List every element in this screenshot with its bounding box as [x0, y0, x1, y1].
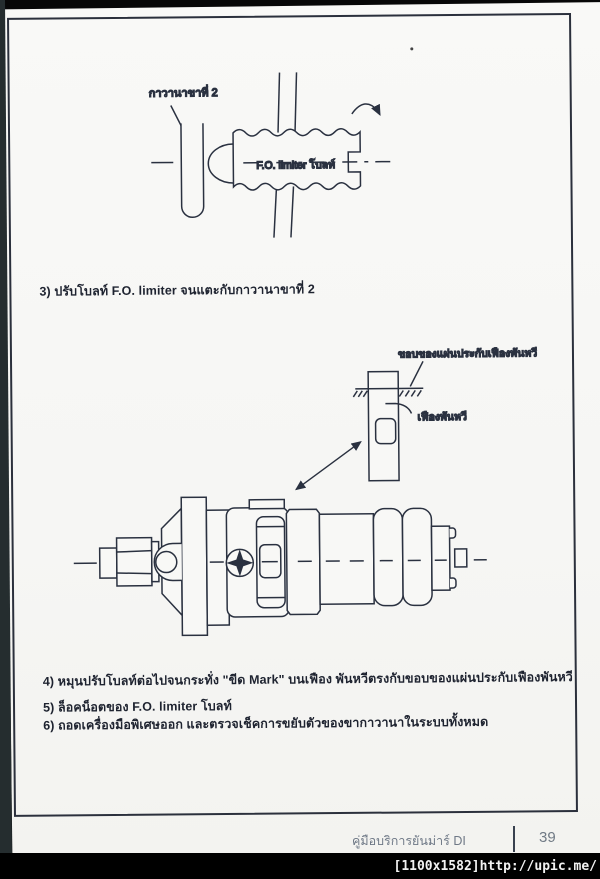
footer-book-title: คู่มือบริการยันม่าร์ DI	[352, 834, 466, 848]
step-5-text: 5) ล็อคน็อตของ F.O. limiter โบลท์	[42, 698, 232, 715]
lug-hole	[156, 551, 177, 572]
fo-limiter-bolt-diagram	[42, 63, 424, 246]
watermark-bar	[0, 853, 600, 879]
footer-divider	[513, 826, 515, 852]
cylinder-section	[319, 514, 374, 604]
step-3-text: 3) ปรับโบลท์ F.O. limiter จนแตะกับกาวานาขาที่ 2	[39, 282, 315, 299]
end-bump-top	[449, 528, 455, 538]
governor-leg	[181, 123, 204, 217]
top-cover-plate	[249, 500, 284, 509]
rack-gear-label: เฟืองพันหวี	[417, 410, 467, 424]
double-headed-arrow	[296, 442, 361, 490]
hex-nut	[117, 538, 152, 586]
plate-edge-label: ขอบของแผ่นประกับเฟืองพันหวี	[397, 347, 538, 361]
bolt-label: F.O. limiter โบลท์	[256, 159, 336, 172]
plate-edge-leader	[410, 361, 423, 386]
step-6-text: 6) ถอดเครื่องมือพิเศษออก และตรวจเช็คการขยับตัวของขากาวานาในระบบทั้งหมด	[43, 714, 489, 733]
rotation-arrow	[352, 104, 380, 115]
flange-plate	[181, 497, 207, 635]
end-cap	[100, 548, 117, 578]
rib-1	[373, 508, 403, 605]
phillips-screw	[226, 549, 253, 576]
end-block	[431, 526, 450, 590]
page-border-frame	[7, 13, 578, 817]
drive-shaft-end	[455, 549, 467, 567]
footer-page-number: 39	[539, 829, 556, 846]
rib-2	[402, 508, 432, 605]
rack-gear-diagram	[245, 342, 581, 505]
scan-speck	[410, 47, 413, 50]
injection-pump-diagram	[61, 483, 502, 657]
end-bump-bottom	[450, 578, 456, 588]
step-4-text: 4) หมุนปรับโบลท์ต่อไปจนกระทั่ง "ขีด Mark" บนเฟือง พันหวีตรงกับขอบของแผ่นประกับเฟืองพันหวี	[42, 670, 573, 689]
watermark-text: [1100x1582]http://upic.me/	[393, 858, 597, 874]
governor-leg-label: กาวานาขาที่ 2	[148, 87, 218, 100]
bolt-tip	[208, 144, 233, 183]
